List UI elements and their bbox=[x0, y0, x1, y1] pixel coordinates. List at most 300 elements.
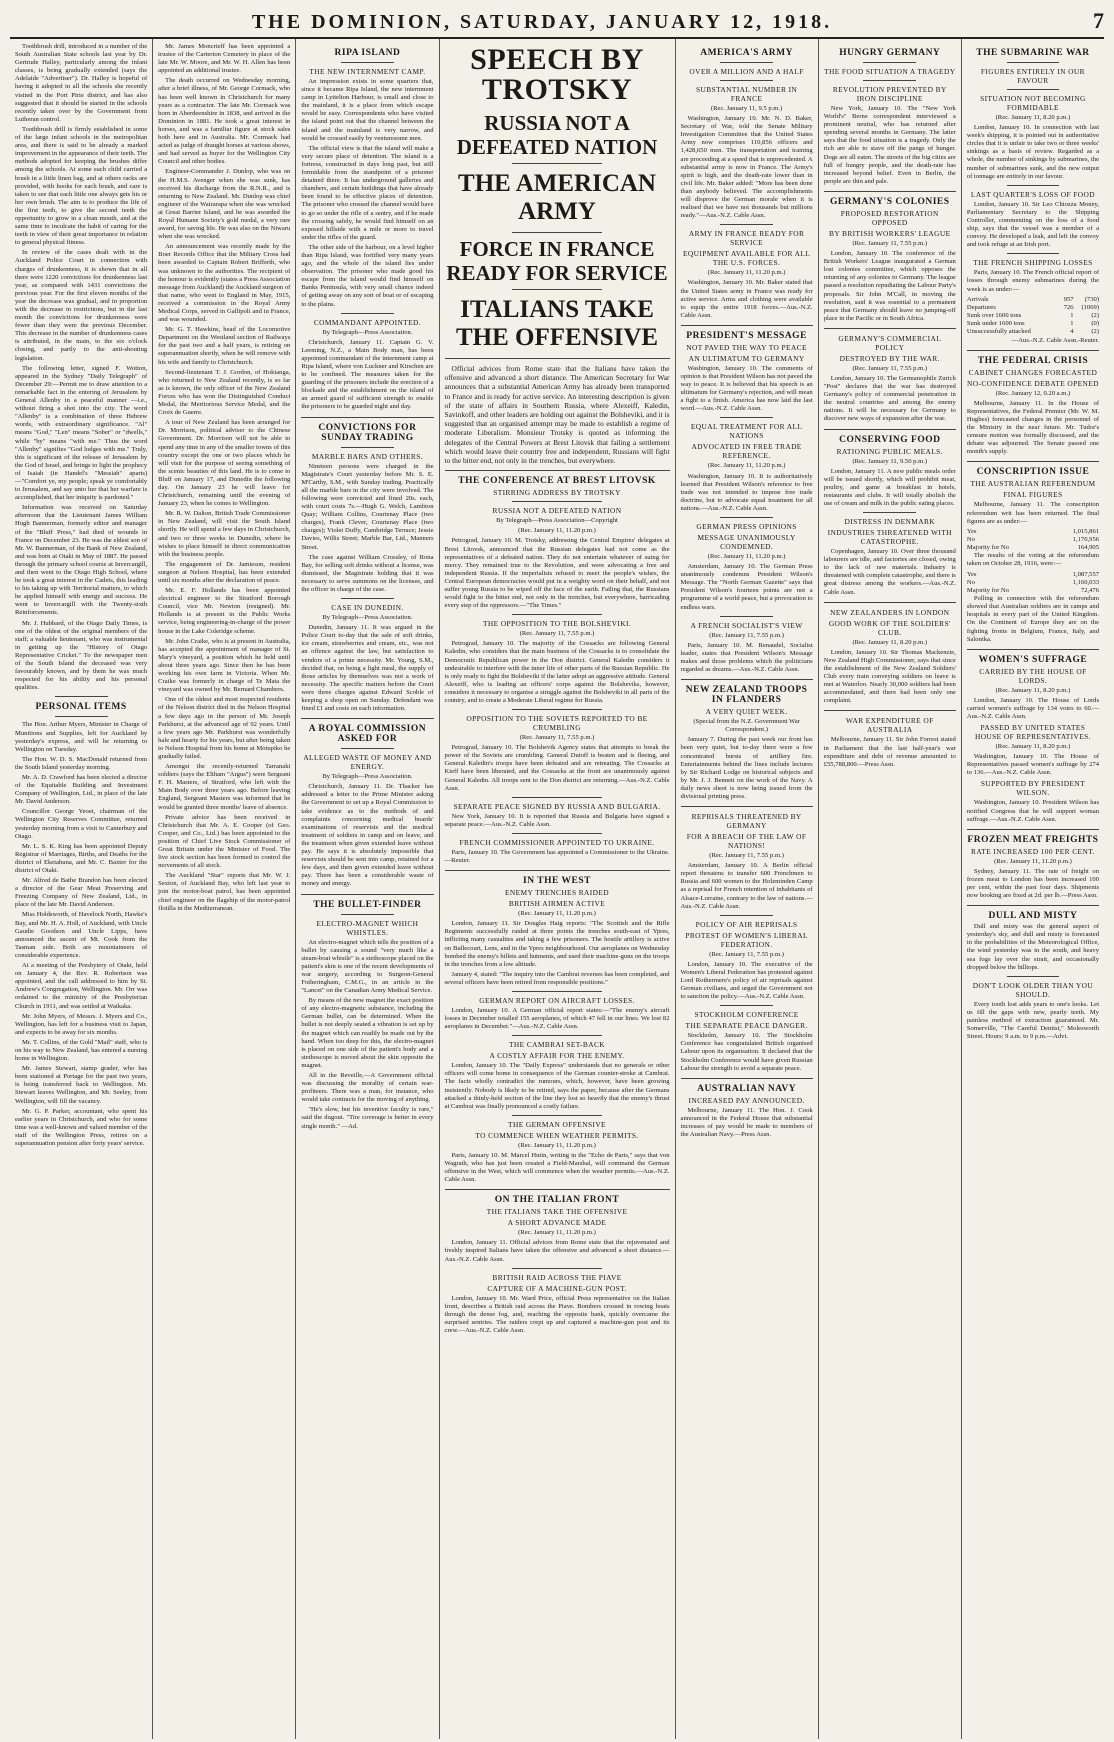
article-paragraph: At a meeting of the Presbytery of Otaki, held on January 4, the Rev. R. Robertson was appointed, and the call addressed to him by St. Andrew's Congregation, Wellington. Mr. Orr was ordained to the ministry of the Presbyterian Church in 1911, and was settled at Waikaka. bbox=[15, 962, 148, 1010]
article-paragraph: New York, January 10. It is reported that Russia and Bulgaria have signed a separate peace.—Aus.-N.Z. Cable Assn. bbox=[444, 812, 670, 828]
received-time: (Rec. January 11, 7.55 p.m.) bbox=[709, 950, 784, 958]
subheading: GERMANY'S COMMERCIAL POLICY bbox=[838, 333, 942, 352]
article-paragraph: Washington, January 10. The comments of opinion is that President Wilson has not paved the way to peace. It is believed that his speech is an ultimatum for Germany's rejection, and will mean a fight to a finish. America has now laid the last word.—Aus.-N.Z. Cable Assn. bbox=[680, 364, 813, 413]
received-time: (Rec. January 11, 7.55 p.m.) bbox=[852, 239, 928, 247]
row-label: No bbox=[966, 535, 975, 543]
column-3 bbox=[296, 39, 439, 1739]
subheading: ARMY IN FRANCE READY FOR SERVICE bbox=[688, 229, 805, 248]
column-4 bbox=[440, 39, 676, 1739]
subheading: OPPOSITION TO THE SOVIETS REPORTED TO BE CRUMBLING bbox=[466, 714, 648, 733]
divider bbox=[720, 517, 773, 518]
article-paragraph: The death occurred on Wednesday morning, after a brief illness, of Mr. George Cormack, who has been well known in Christchurch for many years as a contractor. The late Mr. Cormack was born in Aberdeenshire in 1838, and arrived in the Dominion in 1881. He took a great interest in horses, and was a familiar figure at stock sales both here and in Australia. Mr. Cormack had acted as judge of draught horses at various shows, and had served as buyer for the Wellington City Council and other bodies. bbox=[158, 77, 291, 166]
article-paragraph: London, January 10. The "Daily Express" understands that no generals or other officers will come home in consequence of the German counter-stroke at Cambrai. The facts wholly contradict the rumours, which, however, have been growing insistently. Nobody is likely to be retired, says the paper, because after the Germans attacked a thinly-held section of the line they lost so heavily that the enemy's thrust at Cambrai was finally pronounced a costly failure. bbox=[444, 1062, 670, 1110]
page-number: 7 bbox=[1093, 8, 1104, 33]
subheading: POLICY OF AIR REPRISALS bbox=[695, 919, 798, 929]
subheading: THE CAMBRAI SET-BACK bbox=[509, 1040, 606, 1050]
article-paragraph: Paris, January 10. M. Renaudel, Socialist leader, states that President Wilson's Message makes and those problems which the politicians regarded as dreams.—Aus.-N.Z. Cable Assn. bbox=[680, 641, 813, 674]
article-paragraph: Councillor George Yeoet, chairman of the Wellington City Reserves Committee, returned yesterday morning from a visit to Canterbury and Otago. bbox=[15, 808, 148, 840]
divider bbox=[341, 447, 394, 448]
received-time: (Rec. January 11, 8.20 p.m.) bbox=[852, 638, 928, 646]
article-paragraph: The results of the voting at the referendum taken on October 28, 1916, were:— bbox=[966, 552, 1100, 568]
row-label: Yes bbox=[966, 527, 977, 535]
section-heading: AUSTRALIAN NAVY bbox=[697, 1083, 797, 1094]
advertisement-heading: DON'T LOOK OLDER THAN YOU SHOULD. bbox=[972, 980, 1094, 999]
subheading: REPRISALS THREATENED BY GERMANY bbox=[691, 812, 802, 831]
divider bbox=[301, 894, 433, 895]
received-time: (Rec. January 11, 11.20 p.m.) bbox=[518, 1141, 596, 1149]
column-1 bbox=[10, 39, 153, 1739]
subheading: FIGURES ENTIRELY IN OUR FAVOUR bbox=[980, 67, 1085, 85]
article-paragraph: London, January 10. Mr. Ward Price, official Press representative on the Italian front, describes a British raid across the Piave. Bombers crossed in rowing boats through the dense fog, and, reaching the opposite bank, quickly overcame the surprised sentries. The raiders crept up and captured a machine-gun post and its crew.—Aus.-N.Z. Cable Assn. bbox=[444, 1294, 670, 1335]
subheading: ENEMY TRENCHES RAIDED bbox=[504, 888, 610, 898]
received-time: (Rec. January 11, 8.20 p.m.) bbox=[995, 743, 1071, 751]
divider bbox=[512, 614, 602, 615]
subheading: BY BRITISH WORKERS' LEAGUE bbox=[828, 228, 951, 238]
subheading: PROTEST OF WOMEN'S LIBERAL FEDERATION. bbox=[685, 930, 808, 949]
row-value: 1,170,956 bbox=[1072, 535, 1100, 543]
subheading: FRENCH COMMISSIONER APPOINTED TO UKRAINE. bbox=[459, 837, 655, 847]
divider bbox=[720, 1005, 773, 1006]
article-paragraph: One of the oldest and most respected residents of the Nelson district died in the Nelson Hospital a few days ago in the person of Mr. Joseph Parkhurst, at the advanced age of 92 years. Until a few years ago Mr. Parkhurst was wonderfully hale and hearty for his years, but after being taken to Nelson Hospital from his home at Motupiko he gradually failed. bbox=[158, 696, 291, 760]
subheading: OVER A MILLION AND A HALF bbox=[689, 67, 804, 76]
article-paragraph: London, January 11. Official advices from Rome state that the rejuvenated and freshly inspired Italians have taken the offensive and advanced a short distance.—Aus.-N.Z. Cable Assn. bbox=[444, 1239, 670, 1263]
section-heading: HUNGRY GERMANY bbox=[839, 48, 941, 58]
subheading: INDUSTRIES THREATENED WITH CATASTROPHE. bbox=[827, 528, 952, 547]
subheading: THE ITALIANS TAKE THE OFFENSIVE bbox=[486, 1207, 628, 1217]
article-paragraph: Toothbrush drill is firmly established in some of the large infant schools in the metropolitan area, and there is said to be already a marked improvement in the appearance of their teeth. The methods adopted for keeping the brushes differ among the schools. At some each child carried a brush in a little linen bag, and at others racks are provided, with hooks for each brush, and care is taken to see that each little one always gets his or her own brush. The aim is to produce the life of the first teeth, to give the second teeth the opportunity to grow in a clean mouth, and at the same time to inculcate the habit of caring for the teeth in view of their great importance in relation to general physical fitness. bbox=[15, 125, 148, 247]
divider bbox=[445, 870, 670, 871]
subheading: BRITISH AIRMEN ACTIVE bbox=[508, 899, 606, 909]
article-paragraph: Washington, January 10. President Wilson has notified Congress that he will support woman suffrage.—Aus.-N.Z. Cable Assn. bbox=[966, 799, 1100, 823]
table-row bbox=[967, 304, 1099, 312]
received-time: (Rec. January 11, 9.5 p.m.) bbox=[710, 105, 783, 112]
article-paragraph: The other side of the harbour, on a level higher than Ripa Island, was fortified very many years ago, and the whole of the island lies under observation. The prisoner who made good his escape from the island would find himself on Banks Peninsula, with very small chance indeed of getting away on any sort of boat or of escaping to the plains. bbox=[301, 243, 434, 308]
headline-italians: ITALIANS TAKE THE OFFENSIVE bbox=[455, 296, 659, 351]
subheading: BRITISH RAID ACROSS THE PIAVE bbox=[492, 1272, 622, 1282]
subheading: LAST QUARTER'S LOSS OF FOOD bbox=[970, 189, 1095, 199]
divider bbox=[512, 709, 602, 710]
divider bbox=[824, 429, 956, 430]
subheading: MESSAGE UNANIMOUSLY CONDEMNED. bbox=[697, 533, 796, 551]
subheading: A VERY QUIET WEEK. bbox=[705, 707, 788, 717]
dateline: By Telegraph—Press Association—Copyright bbox=[496, 517, 618, 525]
subheading: A FRENCH SOCIALIST'S VIEW bbox=[690, 620, 803, 630]
divider bbox=[512, 1268, 602, 1269]
subheading: SUPPORTED BY PRESIDENT WILSON. bbox=[980, 779, 1086, 798]
section-heading: THE BULLET-FINDER bbox=[313, 899, 422, 910]
article-paragraph: Mr. John Myers, of Messrs. J. Myers and Co., Wellington, has left for a business visit to Japan, and expects to be away for six months. bbox=[15, 1012, 148, 1036]
subheading: NEW ZEALANDERS IN LONDON bbox=[830, 607, 950, 617]
headline-trotsky: SPEECH BY TROTSKY bbox=[470, 43, 644, 106]
received-time: (Rec. January 12, 0.20 a.m.) bbox=[995, 389, 1071, 397]
table-row bbox=[967, 587, 1099, 595]
article-paragraph: Mr. James Moncrieff has been appointed a trustee of the Carterton Cemetery in place of the late Mr. W. Moore, and Mr. W. H. Allen has been appointed an additional trustee. bbox=[158, 43, 291, 75]
subheading: GERMAN REPORT ON AIRCRAFT LOSSES. bbox=[479, 995, 635, 1005]
dateline: By Telegraph—Press Association. bbox=[322, 614, 413, 622]
subheading: CASE IN DUNEDIN. bbox=[331, 603, 404, 613]
subheading: EQUAL TREATMENT FOR ALL NATIONS bbox=[690, 422, 803, 441]
subheading: CARRIED BY THE HOUSE OF LORDS. bbox=[979, 666, 1087, 685]
divider bbox=[863, 80, 916, 81]
divider bbox=[1007, 185, 1060, 186]
column-2 bbox=[153, 39, 296, 1739]
article-paragraph: Amsterdam, January 10. A Berlin official report threatens to transfer 600 Frenchmen to Russia and 600 women to the Holzminden Camp as a reprisal for French retention of inhabitants of Alsace-Lorraine, contrary to the law of nations.—Aus.-N.Z. Cable Assn. bbox=[680, 862, 813, 910]
row-value: 164,905 bbox=[1077, 544, 1100, 552]
subheading: WAR EXPENDITURE OF AUSTRALIA bbox=[845, 716, 934, 735]
section-heading: NEW ZEALAND TROOPS IN FLANDERS bbox=[685, 685, 808, 706]
table-row bbox=[967, 579, 1099, 587]
article-paragraph: Melbourne, January 11. In the House of Representatives, the Federal Premier (Mr. W. M. Hughes) forecasted changes in the personnel of the Ministry in the near future. Mr. Tudor's censure motion was formally discussed, and the debate was adjourned. The Senate passed one month's supply. bbox=[966, 399, 1100, 456]
article-paragraph: Christchurch, January 11. Captain G. V. Leeming, N.Z., a Main Body man, has been appointed commandant of the internment camp at Ripa Island, where von Luckner and Kirschen are to be confined. The measures taken for the guarding of the prisoners include the erection of a blockade and the establishment on the island of an armed guard of sufficient strength to enable the prisoners to be guarded night and day. bbox=[301, 338, 434, 411]
divider bbox=[720, 62, 773, 63]
article-paragraph: Christchurch, January 11. Dr. Thacker has addressed a letter to the Prime Minister asking the Government to set up a Royal Commission to take evidence as to the methods of and complaints concerning medical boards' examinations of reservists and the medical treatment of soldiers in camp and on leave, and the treatment when given extended leave without pay. He says it is absolutely impossible that reservists should be sent into camp, retained for a few days, and then given extended leave without pay. There has been a considerable waste of money and energy. bbox=[301, 783, 434, 888]
subheading: DESTROYED BY THE WAR. bbox=[839, 353, 940, 363]
received-time: (Rec. January 11, 11.20 p.m.) bbox=[994, 857, 1072, 865]
divider bbox=[512, 163, 602, 164]
subheading: DISTRESS IN DENMARK bbox=[844, 517, 936, 527]
received-time: (Rec. January 11, 7.55 p.m.) bbox=[519, 630, 595, 638]
row-previous: (2) bbox=[1091, 312, 1100, 319]
section-heading: GERMANY'S COLONIES bbox=[829, 196, 950, 207]
article-paragraph: An announcement was recently made by the Boer Records Office that the Military Cross had been awarded to Captain Robert Brifferth, who was unknown to the authorities. The recipient of the honour is evidently (states a Press Association message from Auckland) the Auckland surgeon of that name, who went to England in May, 1915, received a commission in the Royal Army Medical Corps, served in Gallipoli and in France, and was wounded. bbox=[158, 243, 291, 324]
article-paragraph: London, January 10. In connection with last week's shipping, it is pointed out in authoritative circles that it is unfair to take two or three weeks' sinkings as a basis of review. Regarded as a whole, the number of sinkings by submarines, the number of submarines sunk, and the new output of tonnage are entirely in our favour. bbox=[966, 124, 1100, 180]
article-paragraph: Melbourne, January 11. The Hon. J. Cook announced in the Federal House that substantial increases of pay would be made to members of the Australian Navy.—Press Assn. bbox=[680, 1106, 813, 1139]
article-paragraph: An electro-magnet which tells the position of a bullet by causing a sound "very much like a steam-boat whistle" is a stethoscope placed on the patient's skin is one of the recent developments of war surgery, according to Surgeon-General Fotheringham, C.M.G., in an article in the "Lancet" on the Canadian Army Medical Service. bbox=[301, 938, 434, 995]
section-heading: CONVICTIONS FOR SUNDAY TRADING bbox=[318, 422, 417, 443]
row-previous: (2) bbox=[1091, 328, 1100, 336]
received-time: (Rec. January 11, 7.55 p.m.) bbox=[709, 631, 784, 639]
article-paragraph: Washington, January 10. The House of Representatives passed women's suffrage by 274 to 136.—Aus.-N.Z. Cable Assn. bbox=[966, 753, 1100, 777]
divider bbox=[1007, 253, 1060, 254]
received-time: (Rec. January 11, 11.20 p.m.) bbox=[518, 527, 596, 535]
table-row bbox=[967, 544, 1099, 552]
article-paragraph: Amsterdam, January 10. The German Press unanimously condemns President Wilson's Message. The "North German Gazette" says that President Wilson's fourteen points are not a programme of a world peace, but a provocation to endless wars. bbox=[680, 563, 813, 611]
article-paragraph: Mr. T. Collins, of the Gold "Mail" staff, who is on his way to New Zealand, has entered a nursing home in Wellington. bbox=[15, 1038, 148, 1063]
headline-russia: RUSSIA NOT A DEFEATED NATION bbox=[456, 111, 658, 159]
column-8 bbox=[962, 39, 1104, 1739]
received-time: (Rec. January 11, 11.20 p.m.) bbox=[707, 269, 786, 277]
subheading: COMMANDANT APPOINTED. bbox=[313, 317, 422, 327]
shipping-losses-table bbox=[967, 296, 1099, 337]
section-heading: AMERICA'S ARMY bbox=[700, 48, 793, 58]
article-paragraph: The engagement of Dr. Jamieson, resident surgeon at Nelson Hospital, has been extended until six months after the declaration of peace. bbox=[158, 560, 291, 584]
row-value: 726 bbox=[1063, 303, 1074, 311]
article-paragraph: Paris, January 10. The French official report of losses through enemy submarines during the week is as under:— bbox=[966, 269, 1100, 293]
section-heading: THE FEDERAL CRISIS bbox=[977, 355, 1089, 366]
divider bbox=[512, 1115, 602, 1116]
divider bbox=[1007, 89, 1060, 90]
divider bbox=[512, 501, 602, 502]
dateline: (Special from the N.Z. Government War Correspondent.) bbox=[693, 718, 800, 734]
divider bbox=[512, 991, 602, 992]
article-paragraph: Petrograd, January 10. The Bolshevik Agency states that attempts to break the power of the Soviets are crumbling. General Dutoff is beaten and is fleeing, and General Kaledin's troops have been defeated and are retreating. The Cossacks at Kieff have been liberated, and the Cossacks at the front are unanimously against General Kaledin. All troops sent to the Don district are returning.—Aus.-N.Z. Cable Assn. bbox=[444, 744, 670, 792]
article-paragraph: Mr. R. W. Dalton, British Trade Commissioner in New Zealand, will visit the South Island shortly. He will spend a few days in Christchurch, and two or three weeks in Dunedin, where he wishes to place himself in direct communication with the business people. bbox=[158, 510, 291, 558]
divider bbox=[720, 80, 773, 81]
article-paragraph: London, January 10. Sir Thomas Mackenzie, New Zealand High Commissioner, says that since the establishment of the New Zealand Soldiers' Club every train conveying soldiers on leave is met at Waterloo. Nearly 30,000 soldiers had been accommodated, and there had been only one complaint. bbox=[823, 648, 956, 705]
divider bbox=[301, 718, 433, 719]
divider bbox=[341, 748, 394, 749]
article-paragraph: The Hon. Arthur Myers, Minister in Charge of Munitions and Supplies, left for Auckland by yesterday's express, and will be returning to Wellington on Tuesday. bbox=[15, 721, 148, 753]
row-label: Sunk over 1600 tons bbox=[966, 312, 1022, 319]
referendum-table-1918 bbox=[967, 528, 1099, 553]
received-time: (Rec. January 11, 11.20 p.m.) bbox=[518, 1229, 596, 1237]
column-6 bbox=[676, 39, 819, 1739]
subheading: ADVOCATED IN FREE TRADE REFERENCE. bbox=[691, 442, 802, 461]
divider bbox=[512, 1035, 602, 1036]
received-time: (Rec. January 11, 11.20 p.m.) bbox=[707, 553, 786, 560]
column-7 bbox=[819, 39, 962, 1739]
article-paragraph: January 4, stated: "The inquiry into the Cambrai reverses has been completed, and several officers have been retired from responsible positions." bbox=[444, 970, 670, 986]
referendum-table-1916 bbox=[967, 571, 1099, 596]
divider bbox=[1007, 62, 1060, 63]
divider bbox=[445, 358, 670, 359]
row-label: Majority for No bbox=[966, 586, 1009, 594]
subheading: THE FRENCH SHIPPING LOSSES bbox=[973, 258, 1093, 268]
subheading: NOT PAVED THE WAY TO PEACE bbox=[686, 342, 807, 352]
subheading: GOOD WORK OF THE SOLDIERS' CLUB. bbox=[828, 618, 951, 637]
table-row bbox=[967, 528, 1099, 536]
article-paragraph: Nineteen persons were charged in the Magistrate's Court yesterday before Mr. S. E. M'Carthy, S.M., with Sunday trading. Practically all the marble bars in the city were involved. The following were convicted and fined 20s. each, with court costs 7s.—Hugh G. Welch, Lambton Quay; William Collins, Courtenay Place (two charges), Frank Clever, Courtenay Place (two charges); Violet Duffy, Cambridge Terrace; Jessie Davies, Willis Street; Marble Bar, Ltd., Manners Street. bbox=[301, 462, 434, 551]
section-heading: PRESIDENT'S MESSAGE bbox=[686, 330, 807, 341]
section-heading: DULL AND MISTY bbox=[988, 911, 1078, 922]
subheading: AN ULTIMATUM TO GERMANY bbox=[688, 353, 805, 363]
article-paragraph: Sydney, January 11. The rate of freight on frozen meat to London has been increased 100 per cent, within the past four days. Shipments now booking are fixed at 2d. per lb.—Press Assn. bbox=[966, 867, 1100, 900]
article-paragraph: London, January 10. The Germanophile Zurich "Post" declares that the war has destroyed Germany's policy of commercial penetration in the neutral countries and among the enemy nations. It will be necessary for Germany to discover new ways of expansion after the war. bbox=[823, 374, 956, 423]
article-paragraph: London, January 10. A German official report states:—"The enemy's aircraft losses in December totalled 155 aeroplanes, of which 47 fell in our lines. We lost 82 aeroplanes in December."—Aus.-N.Z. Cable Assn. bbox=[444, 1006, 670, 1031]
row-value: 4 bbox=[1070, 328, 1074, 336]
divider bbox=[681, 806, 813, 807]
table-row bbox=[967, 296, 1099, 304]
article-paragraph: Mr. E. F. Hollands has been appointed electrical engineer to the Stratford Borough Council, vice Mr. Newton (resigned). Mr. Hollands is at present in the Public Works service, being engineering-in-charge of the power house in the Lake Coleridge scheme. bbox=[158, 587, 291, 635]
divider bbox=[720, 224, 773, 225]
article-paragraph: Toothbrush drill, introduced in a number of the South Australian State schools last year by Dr. Gertrude Halley, particularly among the infant classes, is being gradually extended (says the Adelaide "Advertiser"). Dr. Halley is hopeful of having it adopted in all the schools she recently visited in the Port Pirie district, and has also suggested that it should be started in the schools recently taken over by the Government from Lutheran control. bbox=[15, 43, 148, 123]
divider bbox=[681, 325, 813, 326]
divider bbox=[341, 62, 394, 63]
divider bbox=[967, 649, 1099, 650]
article-paragraph: The official view is that the island will make a very secure place of detention. The island is a fortress, constructed in days long past, but still formidable from the standpoint of a prisoner detained there. It has underground galleries and chambers, and certain buildings that have already been found to be effective places of detention. The prisoner who crossed the channel would have to go so under the rifle of a sentry, and if he made the crossing safely, he would find himself on an exposed hillside with a mile or more to travel under the rifles of the guard. bbox=[301, 144, 434, 241]
row-value: 72,476 bbox=[1080, 586, 1100, 594]
row-label: Departures bbox=[966, 303, 996, 311]
divider bbox=[512, 232, 602, 233]
divider bbox=[967, 829, 1099, 830]
article-paragraph: Mr. G. T. Hawkins, head of the Locomotive Department on the Westland section of Railways for the past two and a half years, is retiring on superannuation shortly, when he will remove with his wife and family to Christchurch. bbox=[158, 326, 291, 366]
subheading: CABINET CHANGES FORECASTED bbox=[968, 367, 1098, 377]
article-paragraph: Dunedin, January 11. It was argued in the Police Court to-day that the sale of soft drinks, ice cream, strawberries and cream, etc., was not an offence against the law, but satisfaction to vendors of a prime necessity. Mr. Young, S.M., decided that, on being a light meal, the supply of those articles by themselves was not a work of necessity. The specific matters before the Court were three charges against Edward Scoble of keeping a shop open on Sunday. Defendant was fined £1 and costs on each information. bbox=[301, 624, 434, 713]
table-row bbox=[967, 312, 1099, 320]
subheading: SUBSTANTIAL NUMBER IN FRANCE bbox=[696, 85, 798, 103]
article-paragraph: Mr. James Stewart, stamp grader, who has been stationed at Portage for the past two years, is being transferred back to Wellington. Mr. Stewart leaves Wellington, and Mr. Seeley, from Wellington, will fill the vacancy. bbox=[15, 1065, 148, 1105]
subheading: RUSSIA NOT A DEFEATED NATION bbox=[492, 506, 622, 516]
subheading: STIRRING ADDRESS BY TROTSKY bbox=[493, 488, 621, 498]
article-paragraph: Dull and misty was the general aspect of yesterday's sky, and dull and misty is forecasted in the probabilities of the Meteorological Office, the wind yesterday was in the south, and heavy sea fogs lay over the strait, and occasionally dropped below the hilltops. bbox=[966, 923, 1100, 971]
article-paragraph: Paris, January 10. M. Marcel Hutin, writing in the "Echo de Paris," says that von Wagrath, who has just been created a Field-Marshal, will command the German offensive in the West, which will commence when the weather permits.—Aus.-N.Z. Cable Assn. bbox=[444, 1151, 670, 1184]
section-heading: CONSCRIPTION ISSUE bbox=[976, 467, 1090, 478]
section-heading: RIPA ISLAND bbox=[334, 48, 401, 58]
headline-force-in-france: FORCE IN FRANCE READY FOR SERVICE bbox=[446, 237, 668, 285]
subheading: SEPARATE PEACE SIGNED BY RUSSIA AND BULGARIA. bbox=[453, 801, 661, 811]
divider bbox=[341, 313, 394, 314]
row-value: 1 bbox=[1070, 312, 1074, 319]
summary-paragraph: Official advices from Rome state that the Italians have taken the offensive and advanced a short distance. The American Secretary for War announces that a substantial American Army has already been transported to France and is ready for active service. An interesting description is given of the state of affairs in Southern Russia, where Alexeiff, Kaledin, Savinkoff, and other leaders are holding out against the Bolsheviki, and it is suggested that an organised attempt may be made to establish a regime of moderate Liberalism. Monsieur Trotsky is quoted as informing the delegates of the Central Powers at Brest Litovsk that failing a settlement which would leave their country free and independent, Russians will fight to the bitter end, not only in the trenches, but everywhere. bbox=[444, 364, 670, 466]
article-paragraph: Polling in connection with the referendum showed that Australian soldiers are in camps and hospitals in every part of the United Kingdom. On the Continent of Europe they are on the fighting fronts in Belgium, France, Italy, and Salonika. bbox=[966, 595, 1100, 643]
subheading: THE NEW INTERNMENT CAMP. bbox=[309, 67, 426, 76]
article-paragraph: London, January 10. The House of Lords carried women's suffrage by 134 votes to 60.—Aus.-N.Z. Cable Assn. bbox=[966, 696, 1100, 720]
article-paragraph: Melbourne, January 11. Sir John Forrest stated in Parliament that the last half-year's war expenditure and debt of revenue amounted to £55,788,800.—Press Assn. bbox=[823, 736, 956, 768]
divider bbox=[967, 350, 1099, 351]
subheading: EQUIPMENT AVAILABLE FOR ALL THE U.S. FORCES. bbox=[682, 249, 811, 268]
divider bbox=[720, 417, 773, 418]
article-paragraph: Information was received on Saturday afternoon that the Lieutenant James William Hugh Bannerman, formerly editor and manager of the "Bluff Press," had died of wounds in France on December 23. He was the eldest son of Mr. W. Bannerman, of the Bank of New Zealand, and was born at Otaki in May of 1887. He passed through the primary school course at Invercargill, and then went to the Otago High School, where he took a great interest in the Cadets, this leading to his taking up with Territorial matters, to which he applied himself with energy and success. He went to Invercargill with the Twenty-sixth Reinforcements. bbox=[15, 504, 148, 617]
article-paragraph: The case against William Crossley, of Rona Bay, for selling soft drinks without a license, was dismissed, the Magistrate holding that it was necessary to serve summons on the licensee, and the officer in charge of the case. bbox=[301, 553, 434, 593]
subheading: TO COMMENCE WHEN WEATHER PERMITS. bbox=[475, 1130, 639, 1140]
article-paragraph: London, January 10. The executive of the Women's Liberal Federation has protested against Lord Rothermere's policy of air reprisals against German civilians, and urged the Government not to sanction the policy.—Aus.-N.Z. Cable Assn. bbox=[680, 960, 813, 1001]
subheading: A COSTLY AFFAIR FOR THE ENEMY. bbox=[489, 1051, 625, 1061]
divider bbox=[967, 461, 1099, 462]
article-paragraph: By means of the new magnet the exact position of any electro-magnetic substance, including the German bullet, can be determined. When the bullet is not deeply seated a vibration is set up by the magnet which can readily be made out by the hand. When too deep for this, the electro-magnet is placed on one side of the patient's body and a stethoscope is moved about the skin opposite the magnet. bbox=[301, 997, 434, 1069]
subheading: STOCKHOLM CONFERENCE bbox=[694, 1010, 799, 1020]
subheading: THE FOOD SITUATION A TRAGEDY bbox=[824, 67, 956, 76]
article-paragraph: London, January 10. Sir Leo Chiozza Money, Parliamentary Secretary to the Shipping Controller, commenting on the loss of a food ship, says that the vessel was a member of a convoy. He developed a leak, and left the convoy and took refuge at an Irish port. bbox=[966, 200, 1100, 249]
section-heading: WOMEN'S SUFFRAGE bbox=[978, 654, 1088, 665]
article-paragraph: London, January 11. A new public meals order will be issued shortly, which will prohibit meat, poultry, and game at breakfast in hotels, restaurants and clubs. It will totally abolish the use of cream and milk in the public eating places. bbox=[823, 467, 956, 507]
article-paragraph: The Auckland "Star" reports that Mr. W. J. Sexton, of Auckland Bay, who left last year to join the motor-boat patrol, has been appointed chief engineer on the flagship of the motor-patrol flotilla in the Mediterranean. bbox=[158, 872, 291, 912]
subheading: FOR A BREACH OF THE LAW OF NATIONS! bbox=[686, 832, 807, 851]
article-paragraph: Mr. J. Hubbard, of the Otago Daily Times, is one of the oldest of the original members of the staff; a valuable lieutenant, who was instrumental in getting up the "History of Otago Representative Cricket." To the newspaper men of the South Island the deceased was very favourably known, and by them he was much respected for his ability and his personal qualities. bbox=[15, 619, 148, 692]
article-paragraph: London, January 10. The conference of the British Workers' League inaugurated a German lost colonies committee, which opposes the returning of any colonies to Germany. The league passed a resolution repudiating the Labour Party's proposals. Sir John M'Call, in moving the resolution, said it was essential to a permanent peace that Germany should leave no jumping-off place in the Pacific or in South Africa. bbox=[823, 250, 956, 322]
row-label: Yes bbox=[966, 570, 977, 578]
divider bbox=[512, 289, 602, 290]
article-paragraph: Mr. A. D. Crawford has been elected a director of the Equitable Building and Investment Company of Wellington, Ltd., in place of the late Mr. David Anderson. bbox=[15, 773, 148, 806]
section-heading: IN THE WEST bbox=[523, 876, 591, 887]
divider bbox=[445, 470, 670, 471]
row-previous: (1069) bbox=[1081, 303, 1100, 311]
row-value: 1,015,861 bbox=[1072, 527, 1100, 535]
received-time: (Rec. January 11, 7.55 p.m.) bbox=[709, 852, 784, 860]
advertisement-text: Every tooth lost adds years to one's looks. Let us fill the gaps with new, pearly teeth. My painless method of extraction guaranteed. Mr. Somerville, "The Careful Dentist," Molesworth Street. Hours: 9 a.m. to 9 p.m.—Advt. bbox=[966, 1000, 1100, 1041]
article-paragraph: Washington, January 10. Mr. Baker stated that the United States army in France was ready for active service. Arms and clothing were available to equip the entire 1918 forces.—Aus.-N.Z. Cable Assn. bbox=[680, 279, 813, 319]
divider bbox=[720, 616, 773, 617]
divider bbox=[55, 716, 108, 717]
subheading: RATE INCREASED 100 PER CENT. bbox=[971, 846, 1095, 856]
subheading: MARBLE BARS AND OTHERS. bbox=[311, 451, 423, 461]
subheading: FINAL FIGURES bbox=[1003, 490, 1063, 500]
table-row bbox=[967, 328, 1099, 336]
masthead-title: THE DOMINION, SATURDAY, JANUARY 12, 1918. bbox=[251, 11, 833, 33]
section-heading: ON THE ITALIAN FRONT bbox=[494, 1195, 620, 1206]
article-paragraph: Copenhagen, January 10. Over three thousand labourers are idle, and factories are closed, owing to the lack of raw materials. Industry is threatened with complete catastrophe, and there is great distress among the workers.—Aus.-N.Z. Cable Assn. bbox=[823, 548, 956, 596]
article-paragraph: Melbourne, January 11. The conscription referendum writ has been returned. The final figures are as under:— bbox=[966, 501, 1100, 525]
article-paragraph: Mr. L. S. K. King has been appointed Deputy Registrar of Marriages, Births, and Deaths for the district of Eketahuna, and Mr. C. Baxter for the district of Otaki. bbox=[15, 842, 148, 874]
article-paragraph: Washington, January 10. It is authoritatively learned that President Wilson's reference to free trade was not intended to impose free trade doctrine, but to advocate equal treatment for all nations.—Aus.-N.Z. Cable Assn. bbox=[680, 472, 813, 512]
subheading: RATIONING PUBLIC MEALS. bbox=[836, 446, 943, 456]
divider bbox=[301, 417, 433, 418]
article-paragraph: In review of the cases dealt with in the Auckland Police Court in connection with charges of drunkenness, it is shown that in all there were 1220 convictions for drunkenness last year, as compared with 1431 convictions the previous year. For the first eleven months of the year the decrease was gradual, and in proportion with the decrease in restrictions, but in the last month the convictions for drunkenness were fewer than they were the previous December. This decrease in the number of drunkenness cases is attributed, in the main, to the six o'clock closing, and partly to the anti-shouting legislation. bbox=[15, 249, 148, 362]
article-paragraph: Mr. John Craike, who is at present in Australia, has accepted the appointment of manager of St. Mary's vineyard, a position which he held until about three years ago. Since then he has been working his own farm in Victoria. When Mr. Craike was formerly in charge of Te Mata the vineyard was owned by Mr. Bernard Chambers. bbox=[158, 637, 291, 694]
article-paragraph: Paris, January 10. The Government has appointed a Commissioner to the Ukraine.—Reuter. bbox=[444, 848, 670, 865]
divider bbox=[55, 696, 108, 697]
row-label: Arrivals bbox=[966, 295, 989, 303]
divider bbox=[824, 191, 956, 192]
divider bbox=[967, 905, 1099, 906]
received-time: (Rec. January 11, 7.55 p.m.) bbox=[852, 364, 928, 372]
divider bbox=[445, 1189, 670, 1190]
subheading: NO-CONFIDENCE DEBATE OPENED bbox=[966, 378, 1099, 388]
table-row bbox=[967, 571, 1099, 579]
subheading: ELECTRO-MAGNET WHICH WHISTLES. bbox=[316, 918, 419, 937]
article-paragraph: Engineer-Commander J. Dunlop, who was on the H.M.S. Avenger when she was sunk, has received his discharge from the R.N.R., and is returning to New Zealand. Mr. Dunlop was chief engineer of the Wairarapa when she was wrecked at Great Barrier Island, and he was awarded the Royal Humane Society's gold medal, a very rare award, for saving life. He was also on the Niwaru when she was wrecked. bbox=[158, 168, 291, 241]
subheading: A SHORT ADVANCE MADE bbox=[507, 1218, 607, 1228]
article-paragraph: Private advice has been received in Christchurch that Mr. A. E. Cooper (of Geo. Cooper, and Co., Ltd.) has been appointed to the position of Chief Live Stock Commissioner of Great Britain under the Minister of Food. The live stock section has been formed to control the movements of all stock. bbox=[158, 813, 291, 870]
received-time: (Rec. January 11, 11.20 p.m.) bbox=[707, 462, 786, 470]
dateline: By Telegraph—Press Association. bbox=[322, 328, 413, 336]
subheading: GERMAN PRESS OPINIONS bbox=[696, 522, 797, 531]
divider bbox=[681, 1078, 813, 1079]
article-paragraph: Mr. G. P. Parker, accountant, who spent his earlier years in Christchurch, and who for some time was a well-known and valued member of the staff of the Wellington Press, retires on a superannuation pension after forty years' service. bbox=[15, 1107, 148, 1147]
divider bbox=[512, 833, 602, 834]
section-heading: A ROYAL COMMISSION ASKED FOR bbox=[308, 724, 427, 745]
section-heading: THE CONFERENCE AT BREST LITOVSK bbox=[458, 476, 656, 487]
headline-american-army: THE AMERICAN ARMY bbox=[458, 170, 656, 225]
row-label: Majority for No bbox=[966, 544, 1009, 552]
divider bbox=[341, 914, 394, 915]
row-label: Sunk under 1600 tons bbox=[966, 320, 1025, 328]
row-label: Unsuccessfully attacked bbox=[966, 328, 1031, 336]
subheading: THE OPPOSITION TO THE BOLSHEVIKI. bbox=[482, 619, 632, 629]
divider bbox=[720, 915, 773, 916]
article-paragraph: Washington, January 10. Mr. N. D. Baker, Secretary of War, told the Senate Military Investigation Committee that the United States Army now comprises 110,856 officers and 1,428,650 men. The transportation and training are proceeding at a speed that is unprecedented. A substantial army is now in France. The Army's spirit is high, and the death-rate lower than in civil life. Mr. Baker added: "More has been done than anybody believed. The accomplishments will disprove the German morale when it is realised that we have not thousands but millions ready."—Aus.-N.Z. Cable Assn. bbox=[680, 115, 813, 220]
row-label: No bbox=[966, 578, 975, 586]
article-paragraph: London, January 11. Sir Douglas Haig reports: "The Scottish and the Rifle Regiments successfully raided at three points the trenches south-east of Ypres, inflicting many casualties and taking a few prisoners. The hostile artillery is active on Bullecourt, Lens, and in the Ypres neighbourhood. Our aeroplanes on Wednesday bombed the enemy's billets and hutments, and used their machine-guns on the troops in the trenches from a low altitude. bbox=[444, 920, 670, 968]
subheading: THE SEPARATE PEACE DANGER. bbox=[685, 1021, 808, 1031]
divider bbox=[681, 679, 813, 680]
dateline: By Telegraph—Press Association. bbox=[322, 773, 413, 781]
columns bbox=[10, 39, 1104, 1739]
divider bbox=[824, 602, 956, 603]
received-time: (Rec. January 11, 9.50 p.m.) bbox=[852, 457, 928, 465]
row-previous: (0) bbox=[1091, 320, 1100, 328]
subheading: PASSED BY UNITED STATES HOUSE OF REPRESENTATIVES. bbox=[974, 723, 1091, 742]
article-paragraph: January 7. During the past week our front has been very quiet, but to-day there were a few concentrated bursts of artillery fire. Entertainments behind the lines include lectures by Sir Richard Lodge on historical subjects and by Mr. J. J. Bennett on the work of the Navy. A daily news sheet is now being issued from the divisional printing press. bbox=[680, 736, 813, 800]
row-value: 1,160,033 bbox=[1072, 578, 1100, 586]
article-paragraph: An impression exists in some quarters that, since it became Ripa Island, the new internment camp in Lyttelton Harbour, is small and close to the mainland, it is a place from which escape would be easy. Correspondents who have visited the island point out that the channel between the island and the mainland is very narrow, and would be crossed easily by venturesome men. bbox=[301, 78, 434, 142]
section-heading: PERSONAL ITEMS bbox=[35, 702, 127, 713]
subheading: CAPTURE OF A MACHINE-GUN POST. bbox=[487, 1283, 627, 1293]
article-paragraph: The following letter, signed F. Wotton, appeared in the Sydney "Daily Telegraph" of December 29:—Permit me to draw attention to a remarkable fact in the entering of Jerusalem by General Allenby in a peaceful manner —i.e., without firing a shot into the city. The word "Allenby" is a combination of three Hebrew words, with extraordinary significance. "Al" means "God," "Len" means "Sober" or "dwells," while "by" means "with me." Thus the word "Allenby" signifies "God lodges with me." Truly, this is significant of the release of Jerusalem by the God of Israel, and brings to light the prophecy of Isaiah (in Handel's "Messiah" aparts)—"Comfort ye, my people; speak ye comfortably to Jerusalem, and say unto her that her warfare is accomplished, that her iniquity is pardoned." bbox=[15, 364, 148, 502]
row-value: 957 bbox=[1063, 295, 1074, 303]
table-row bbox=[967, 320, 1099, 328]
subheading: SITUATION NOT BECOMING FORMIDABLE bbox=[980, 94, 1086, 112]
divider bbox=[341, 598, 394, 599]
subheading: PROPOSED RESTORATION OPPOSED bbox=[840, 208, 939, 227]
article-paragraph: New York, January 10. The "New York World's" Berne correspondent interviewed a prominent neutral, who has returned after spending several months in Germany. The latter says that the food situation is a tragedy. Only the rich are able to stave off the pangs of hunger. Dogs are all eaten. The streets of the big cities are full of hungry people, and the death-rate has increased beyond belief. Even in Berlin, the people are thin and pale. bbox=[823, 105, 956, 185]
received-time: (Rec. January 11, 11.20 p.m.) bbox=[518, 910, 596, 918]
subheading: REVOLUTION PREVENTED BY IRON DISCIPLINE bbox=[832, 85, 947, 103]
subheading: THE GERMAN OFFENSIVE bbox=[508, 1119, 606, 1129]
received-time: (Rec. January 11, 7.55 p.m.) bbox=[519, 734, 595, 742]
article-paragraph: "He's slow, but his inventive faculty is rare," said the dugout. "Tire coverage is better in every single month." —Ad. bbox=[301, 1106, 434, 1130]
table-row bbox=[967, 536, 1099, 544]
divider bbox=[824, 328, 956, 329]
article-paragraph: Petrograd, January 10. The majority of the Cossacks are following General Kaledin, who considers that the main business of the Cossacks is to consolidate the Democratic Republican power in the Don district. General Kaledin considers it undesirable to interfere with the inner life of other parts of the Russian Republic. He is only ready to fight the Bolsheviki if the latter adopt an aggressive attitude. General Alexeiff, who is leading an officers' corps against the Bolsheviks, however, considers it necessary to organise a struggle against the Bolsheviki in all parts of the country, and to create a Moderate Liberal regime for Russia. bbox=[444, 640, 670, 705]
article-paragraph: Miss Holdsworth, of Havelock North, Hawke's Bay, and Mr. H. A. Holl, of Auckland, with Uncle Gaudie Goodson and Uncle Lipps, have announced the ascent of Mt. Cook from the Tasman side. Both are mountaineers of considerable experience. bbox=[15, 911, 148, 959]
row-value: 1,087,557 bbox=[1072, 570, 1100, 578]
divider bbox=[824, 710, 956, 711]
subheading: ALLEGED WASTE OF MONEY AND ENERGY. bbox=[303, 753, 432, 772]
source-credit: —Aus.-N.Z. Cable Assn.-Reuter. bbox=[1011, 336, 1100, 344]
article-paragraph: Stockholm, January 10. The Stockholm Conference has congratulated British organised Labour upon its organisation. It declared that the Stockholm Conference would have given Russian Labour the strength to avoid a separate peace. bbox=[680, 1032, 813, 1072]
article-paragraph: A tour of New Zealand has been arranged for Dr. Morrison, political adviser to the Chinese Government. Dr. Morrison will not be able to spend any time in any of the smaller towns of this country except the one or two places which he will visit for the purpose of seeing something of the scenic beauties of this land. He is to come to Bluff on January 17, and Dunedin the following day. On January 23 he will leave for Christchurch, remaining until the evening of January 23, when he comes to Wellington. bbox=[158, 419, 291, 508]
article-paragraph: All in the Reveille,—A Government official was discussing the morality of certain war-profiteers. There was a man, for instance, who would take contracts for the moving of anything. bbox=[301, 1072, 434, 1104]
